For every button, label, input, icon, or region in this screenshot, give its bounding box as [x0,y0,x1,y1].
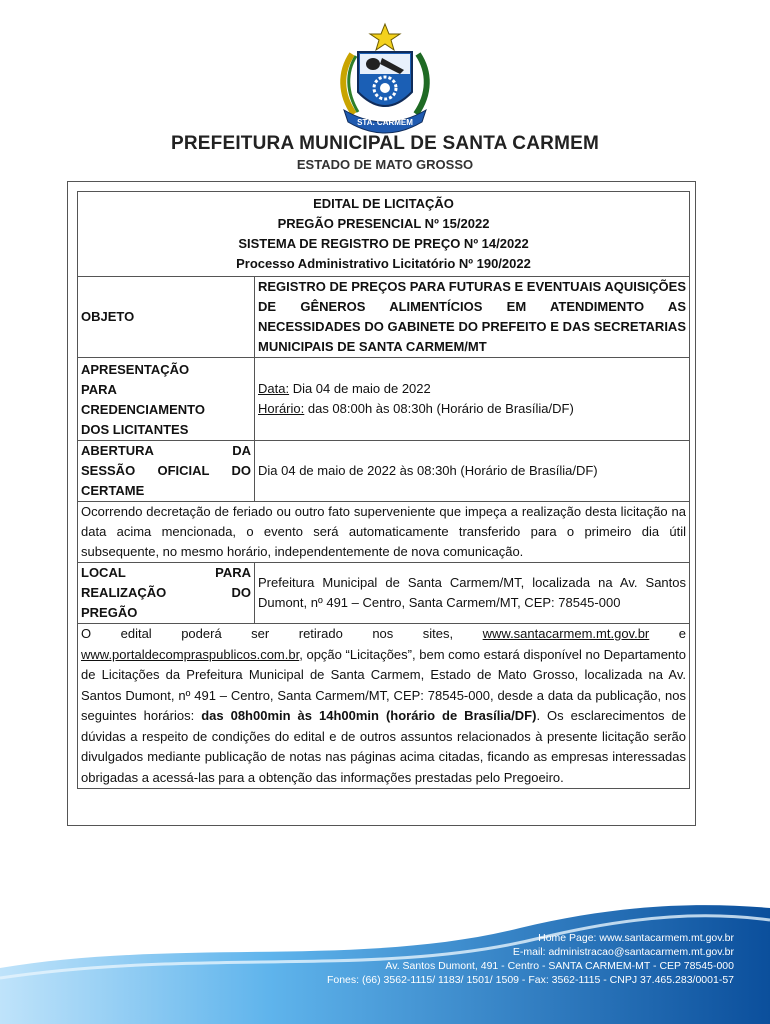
edital-table [77,191,690,789]
apresentacao-label-line: PARA [81,382,117,397]
footer-homepage: Home Page: www.santacarmem.mt.gov.br [538,932,734,944]
edital-info-row [78,624,690,789]
abertura-label-line: CERTAME [81,483,145,498]
page-title: PREFEITURA MUNICIPAL DE SANTA CARMEM [170,133,599,154]
municipal-crest-logo [318,22,452,134]
edital-title: EDITAL DE LICITAÇÃO [313,196,454,211]
crest-ribbon-text: STA. CARMEM [357,118,413,127]
edital-header-row [78,192,690,277]
edital-info-part: . Os esclarecimentos de dúvidas a respeito de condições do edital e de outros assuntos relacionados à presente licitação serão divulgados mediante publicação de notas nas páginas acima citadas, ficando as empresas interessadas obrigadas a acessá-las para a obtenção das informações prestadas pelo Pregoeiro. [81,708,686,785]
apresentacao-label-line: CREDENCIAMENTO [81,402,205,417]
crest-star-icon [370,24,400,50]
processo-number: Processo Administrativo Licitatório Nº 190/2022 [236,256,531,271]
feriado-text: Ocorrendo decretação de feriado ou outro fato superveniente que impeça a realização desta licitação na data acima mencionada, o evento será automaticamente transferido para o primeiro dia útil subsequente, no mesmo horário, independentemente de nova comunicação. [78,502,690,563]
page-footer [0,898,770,1024]
abertura-row [78,441,690,502]
data-line [258,379,686,399]
local-row [78,563,690,624]
data-value: Dia 04 de maio de 2022 [289,381,431,396]
edital-info-part: , opção “Licitações”, bem como estará disponível no Departamento de Licitações da Prefeitura Municipal de Santa Carmem, Estado de Mato Grosso, localizada na Av. Santos Dumont, nº 491 – Centro, Santa Carmem/MT, CEP: 78545-000, desde a data da publicação, nos seguintes horários: [81,646,686,723]
local-label-line: REALIZAÇÃO DO [81,585,251,600]
edital-info-part: e [649,626,686,641]
horario-value: das 08:00h às 08:30h (Horário de Brasília/DF) [304,401,574,416]
data-label: Data: [258,381,290,396]
objeto-text: REGISTRO DE PREÇOS PARA FUTURAS E EVENTUAIS AQUISIÇÕES DE GÊNEROS ALIMENTÍCIOS EM ATENDIMENTO AS NECESSIDADES DO GABINETE DO PREFEITO E DAS SECRETARIAS MUNICIPAIS DE SANTA CARMEM/MT [255,277,690,358]
horario-line [258,399,686,419]
objeto-row [78,277,690,358]
apresentacao-label-line: APRESENTAÇÃO [81,362,190,377]
local-label-line: PREGÃO [81,605,138,620]
edital-info-part: O edital poderá ser retirado nos sites, [81,626,483,641]
apresentacao-value [255,358,690,441]
footer-address: Av. Santos Dumont, 491 - Centro - SANTA CARMEM-MT - CEP 78545-000 [385,960,734,972]
apresentacao-label [78,358,255,441]
registro-preco-number: SISTEMA DE REGISTRO DE PREÇO Nº 14/2022 [238,236,529,251]
portal-compras-link[interactable]: www.portaldecompraspublicos.com.br [81,646,300,662]
horario-atendimento: das 08h00min às 14h00min (horário de Brasília/DF) [201,708,537,723]
horario-label: Horário: [258,401,305,416]
apresentacao-label-line: DOS LICITANTES [81,422,189,437]
abertura-label [78,441,255,502]
santacarmem-link[interactable]: www.santacarmem.mt.gov.br [482,626,650,641]
page-subtitle: ESTADO DE MATO GROSSO [296,157,474,172]
edital-info-text [78,624,690,789]
abertura-label-line: ABERTURA DA [81,443,251,458]
local-text: Prefeitura Municipal de Santa Carmem/MT, localizada na Av. Santos Dumont, nº 491 – Centro, Santa Carmem/MT, CEP: 78545-000 [255,563,690,624]
local-label [78,563,255,624]
apresentacao-row [78,358,690,441]
abertura-text: Dia 04 de maio de 2022 às 08:30h (Horário de Brasília/DF) [255,441,690,502]
footer-email: E-mail: administracao@santacarmem.mt.gov.br [512,946,734,958]
pregao-number: PREGÃO PRESENCIAL Nº 15/2022 [277,216,490,231]
feriado-row [78,502,690,563]
footer-phones: Fones: (66) 3562-1115/ 1183/ 1501/ 1509 - Fax: 3562-1115 - CNPJ 37.465.283/0001-57 [326,974,734,986]
local-label-line: LOCAL PARA [81,565,251,580]
objeto-label: OBJETO [78,277,255,358]
abertura-label-line: SESSÃO OFICIAL DO [81,463,251,478]
